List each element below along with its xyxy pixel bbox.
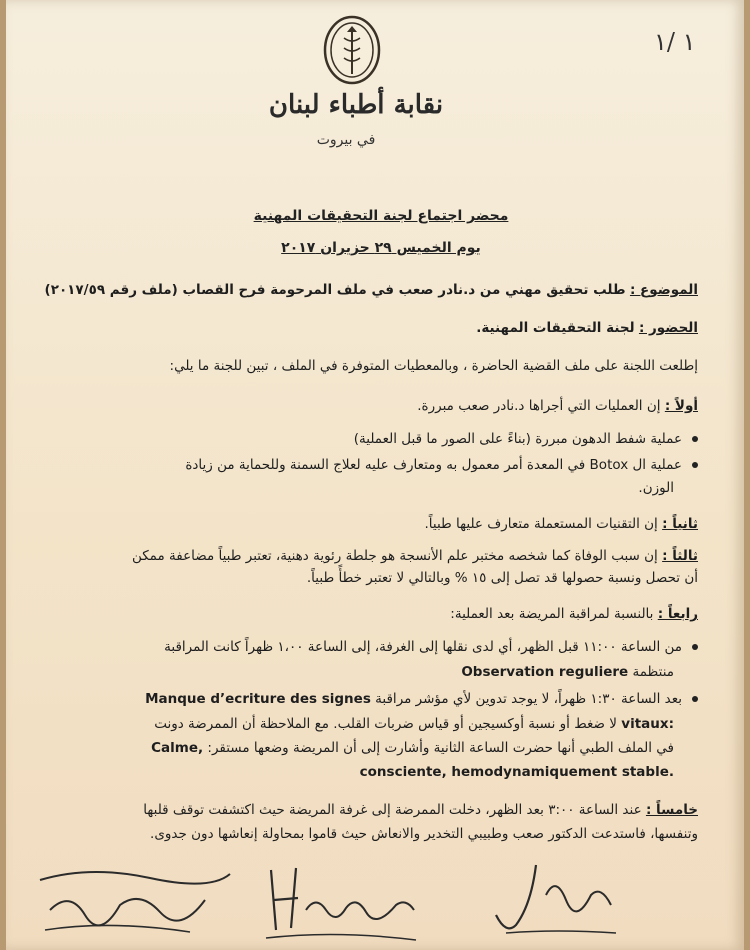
org-city: في بيروت [316, 132, 376, 148]
fourth-bullet-1 [58, 636, 698, 658]
third-label: ثالثاً : [662, 548, 698, 564]
second-text: إن التقنيات المستعملة متعارف عليها طبياً. [424, 516, 658, 532]
subject-line [44, 280, 698, 300]
first-bullet-2 [58, 454, 698, 476]
fourth-bullet-2-line2 [34, 714, 674, 734]
first-bullet-1 [58, 428, 698, 450]
bullet-dot [692, 462, 698, 468]
observation-ar: منتظمة [632, 664, 674, 680]
fifth-point-line1 [58, 800, 698, 820]
subject-text: طلب تحقيق مهني من د.نادر صعب في ملف المرحومة فرح القصاب (ملف رقم ٢٠١٧/٥٩) [44, 282, 626, 298]
bullet-dot [692, 696, 698, 702]
signature-1 [30, 860, 250, 940]
meeting-date: يوم الخميس ٢٩ حزيران ٢٠١٧ [281, 240, 481, 256]
subject-label: الموضوع : [629, 282, 698, 298]
signature-3 [476, 855, 626, 940]
syndicate-crest-icon [322, 14, 382, 86]
fifth-text-1: عند الساعة ٣:٠٠ بعد الظهر، دخلت الممرضة إلى غرفة المريضة حيث اكتشفت توقف قلبها [143, 802, 642, 818]
third-point-line2: أن تحصل ونسبة حصولها قد تصل إلى ١٥ % وبالتالي لا تعتبر خطأً طبياً. [306, 570, 698, 586]
bullet-text: من الساعة ١١:٠٠ قبل الظهر، أي لدى نقلها إلى الغرفة، إلى الساعة ١،٠٠ ظهراً كانت المراقبة [164, 639, 682, 655]
fifth-point-line2: وتنفسها، فاستدعت الدكتور صعب وطبيبي التخدير والانعاش حيث قاموا بمحاولة إنعاشها دون جدوى. [150, 826, 698, 842]
bullet-dot [692, 436, 698, 442]
third-point-line1 [58, 546, 698, 566]
second-label: ثانياً : [662, 516, 698, 532]
org-name: نقابة أطباء لبنان [268, 90, 444, 120]
bullet-text: عملية شفط الدهون مبررة (بناءً على الصور ما قبل العملية) [353, 431, 682, 447]
fourth-bullet-2 [58, 688, 698, 710]
attendance-text: لجنة التحقيقات المهنية. [476, 320, 635, 336]
bullet-text: عملية ال Botox في المعدة أمر معمول به ومتعارف عليه لعلاج السمنة وللحماية من زيادة [185, 457, 682, 473]
document-title: محضر اجتماع لجنة التحقيقات المهنية [253, 208, 509, 224]
stable-fr: consciente, hemodynamiquement stable. [359, 764, 674, 780]
fifth-label: خامساً : [645, 802, 698, 818]
first-text: إن العمليات التي أجراها د.نادر صعب مبررة. [417, 398, 661, 414]
fourth-label: رابعاً : [657, 606, 698, 622]
bullet-text: بعد الساعة ١:٣٠ ظهراً، لا يوجد تدوين لأي مؤشر مراقبة [375, 691, 682, 707]
vitaux-fr: vitaux: [621, 716, 674, 732]
document-page [6, 0, 744, 950]
fourth-bullet-1-cont [34, 662, 674, 682]
page-number-mark: ١ /١ [654, 28, 696, 56]
attendance-label: الحضور : [638, 320, 698, 336]
nurse-note-ar: في الملف الطبي أنها حضرت الساعة الثانية وأشارت إلى أن المريضة وضعها مستقر: [207, 740, 674, 756]
second-point [58, 514, 698, 534]
third-text-1: إن سبب الوفاة كما شخصه مختبر علم الأنسجة هو جلطة رئوية دهنية، تعتبر طبياً مضاعفة ممكن [131, 548, 658, 564]
fourth-text: بالنسبة لمراقبة المريضة بعد العملية: [450, 606, 654, 622]
fourth-bullet-2-line3 [34, 738, 674, 758]
fourth-bullet-2-line4 [34, 762, 674, 782]
fourth-point [58, 604, 698, 624]
signature-2 [256, 860, 426, 945]
bullet-dot [692, 644, 698, 650]
first-bullet-2-cont: الوزن. [638, 480, 674, 496]
intro-text: إطلعت اللجنة على ملف القضية الحاضرة ، وبالمعطيات المتوفرة في الملف ، تبين للجنة ما يلي: [169, 358, 698, 374]
attendance-line [58, 318, 698, 338]
signs-fr: Manque d’ecriture des signes [145, 691, 371, 707]
first-point [58, 396, 698, 416]
observation-fr: Observation reguliere [461, 664, 629, 680]
vitals-ar: لا ضغط أو نسبة أوكسيجين أو قياس ضربات القلب. مع الملاحظة أن الممرضة دونت [154, 716, 617, 732]
calme-fr: Calme, [151, 740, 204, 756]
first-label: أولاً : [664, 398, 698, 414]
